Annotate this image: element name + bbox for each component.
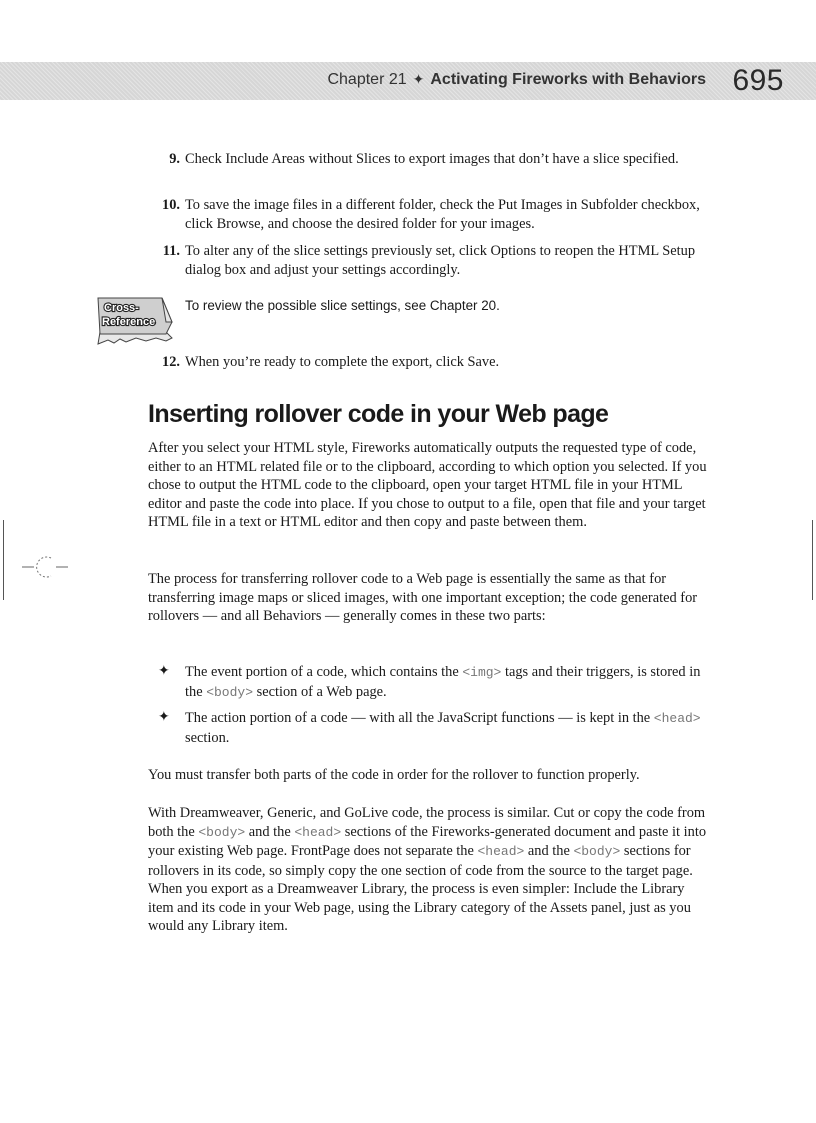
bullet-text: The action portion of a code — with all the JavaScript functions — is kept in the <head> section. — [185, 710, 701, 746]
code-head-tag: <head> — [477, 844, 525, 859]
running-header — [327, 71, 706, 89]
paragraph-3: You must transfer both parts of the code in order for the rollover to function properly. — [148, 767, 640, 783]
paragraph-1: After you select your HTML style, Fireworks automatically outputs the requested type of code, either to an HTML related file or to the clipboard, according to which option you selected. If you chose to output the HTML code to the clipboard, open your target HTML file in your HTML editor and paste the code into place. If you chose to output to a file, open that file and your target HTML file in a text or HTML editor and then copy and paste between them. — [148, 440, 707, 530]
left-margin-line — [3, 520, 4, 600]
bullet-star-icon: ✦ — [158, 664, 170, 679]
bullet-item-2 — [158, 709, 708, 747]
cross-reference-label-2: Reference — [102, 316, 156, 328]
section-heading: Inserting rollover code in your Web page — [148, 400, 609, 428]
step-text: When you’re ready to complete the export, click Save. — [185, 354, 500, 370]
code-body-tag: <body> — [198, 824, 246, 840]
paragraph-2: The process for transferring rollover code to a Web page is essentially the same as that for transferring image maps or sliced images, with one important exception; the code generated for rollovers — and all Behaviors — generally comes in these two parts: — [148, 571, 698, 624]
step-text: To alter any of the slice settings previously set, click Options to reopen the HTML Setup dialog box and adjust your settings accordingly. — [185, 243, 696, 278]
code-body-tag: <body> — [573, 844, 621, 859]
step-12 — [148, 353, 708, 372]
paragraph-4: With Dreamweaver, Generic, and GoLive code, the process is similar. Cut or copy the code from both the <body> and the <head> sections of the Fireworks-generated document and paste it into your existing Web page. FrontPage does not separate the <head> and the <body> sections for rollovers in its code, so simply copy the one section of code from the source to the target page. When you export as a Dreamweaver Library, the process is even simpler: Include the Library item and its code in your Web page, using the Library category of the Assets panel, just as you would any Library item. — [148, 805, 707, 934]
crop-mark-icon — [22, 552, 68, 582]
step-number: 9. — [169, 151, 180, 167]
code-head-tag: <head> — [653, 711, 701, 726]
code-img-tag: <img> — [462, 665, 502, 680]
bullet-text: The event portion of a code, which contains the <img> tags and their triggers, is stored in the <body> section of a Web page. — [185, 664, 701, 700]
cross-reference-text: To review the possible slice settings, see Chapter 20. — [185, 298, 500, 313]
step-text: To save the image files in a different folder, check the Put Images in Subfolder checkbox, click Browse, and choose the desired folder for your images. — [185, 197, 700, 232]
bullet-star-icon: ✦ — [158, 710, 170, 725]
step-number: 12. — [162, 354, 180, 370]
step-10 — [148, 196, 708, 233]
step-number: 11. — [162, 243, 180, 259]
chapter-title: Activating Fireworks with Behaviors — [430, 71, 706, 88]
step-number: 10. — [162, 197, 180, 213]
code-body-tag: <body> — [206, 684, 253, 700]
chapter-label: Chapter 21 — [327, 71, 407, 88]
step-9 — [148, 150, 708, 169]
right-margin-line — [812, 520, 813, 600]
cross-reference-label-1: Cross- — [104, 302, 139, 314]
cross-reference-icon — [96, 294, 174, 346]
step-text: Check Include Areas without Slices to export images that don’t have a slice specified. — [185, 151, 679, 167]
bullet-item-1 — [158, 663, 708, 702]
code-head-tag: <head> — [294, 824, 342, 840]
page-number: 695 — [732, 64, 784, 97]
step-11 — [148, 242, 708, 279]
star-separator-icon: ✦ — [412, 71, 425, 87]
